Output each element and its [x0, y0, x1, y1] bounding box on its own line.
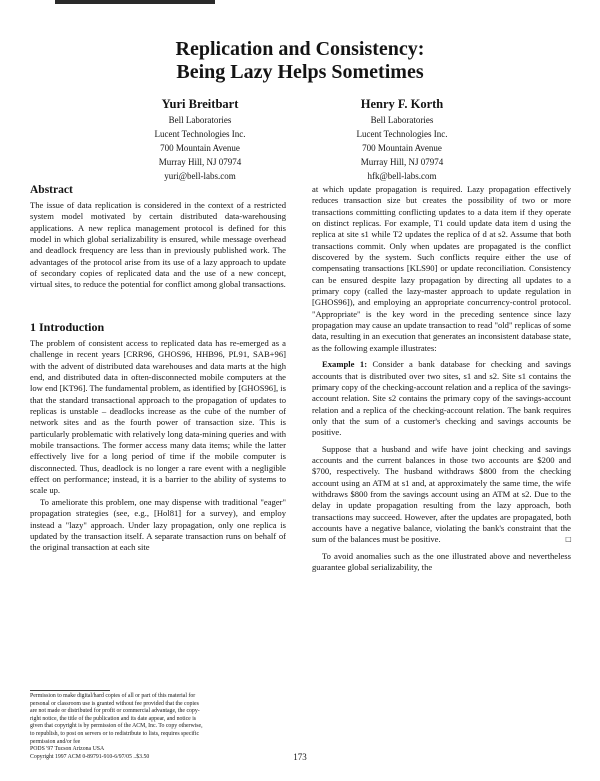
right-paragraph-2 [312, 444, 571, 546]
author-city: Murray Hill, NJ 07974 [158, 157, 242, 167]
example-paragraph [312, 359, 571, 438]
right-paragraph-3: To avoid anomalies such as the one illustrated above and nevertheless guarantee global serializability, the [312, 550, 571, 572]
author-city: Murray Hill, NJ 07974 [360, 157, 444, 167]
intro-paragraph-2: To ameliorate this problem, one may dispense with traditional "eager" propagation strategies (see, e.g., [Hol81] for a survey), and employ instead a "lazy" approach. Under lazy propagation, only one replica is updated by the transaction itself. A separate transaction runs on behalf of the original transaction at each site [30, 496, 286, 553]
page-number: 173 [293, 752, 307, 762]
author-email: hfk@bell-labs.com [367, 171, 437, 181]
footnote-line: are not made or distributed for profit or commercial advantage, the copy- [30, 708, 200, 715]
paper-title-line-2: Being Lazy Helps Sometimes [176, 61, 424, 83]
right-paragraph-2-text: Suppose that a husband and wife have joint checking and savings accounts and the current balances in those two accounts are $200 and $700, respectively. The husband withdraws $800 from the checking account using an ATM at s1 and, at approximately the same time, the wife withdraws $800 from the savings account using an ATM at s2. Due to the delay in update propagation resulting from the lazy approach, both transactions may succeed. However, after the updates are propagated, both accounts have a negative balance, violating the bank's constraint that the sum of the balances must be positive. [312, 443, 571, 545]
right-column [312, 184, 571, 573]
footnote-line: right notice, the title of the publication and its date appear, and notice is [30, 715, 197, 722]
abstract-heading: Abstract [30, 184, 73, 196]
author-company: Lucent Technologies Inc. [154, 129, 246, 139]
abstract-text: The issue of data replication is considered in the context of a restricted system model motivated by certain distributed data-warehousing applications. A new replica management protocol is defined for this model in which global serializability is ensured, while message overhead and deadlock frequency are less than in previously published work. The advantages of the protocol arise from its use of a lazy approach to update of secondary copies of replicated data and the use of a new concept, virtual sites, to reduce the potential for conflict among global transactions. [30, 200, 286, 290]
author-street: 700 Mountain Avenue [160, 143, 240, 153]
footnote-line: PODS '97 Tucson Arizona USA [30, 746, 105, 753]
author-email: yuri@bell-labs.com [164, 171, 236, 181]
scan-artifact-bar [55, 0, 215, 4]
author-street: 700 Mountain Avenue [362, 143, 442, 153]
qed-symbol: □ [565, 534, 571, 545]
footnote-rule [30, 690, 110, 691]
abstract-text-block [30, 200, 286, 291]
footnote-line: to republish, to post on servers or to redistribute to lists, requires specific [30, 730, 200, 737]
right-paragraph-1: at which update propagation is required. Lazy propagation effectively reduces transaction size but creates the possibility of two or more transactions committing conflicting updates to a data item if they operate on distinct replicas. For example, T1 could update data item d using the replica at site s1 while T2 updates the replica of d at s2. Assume that both transactions commit. Only when updates are propagated is the conflict discovered by the system. Such conflicts require either the use of compensating transactions [KLS90] or update reconciliation. Consistency can be ensured despite lazy propagation by directing all updates to a primary copy (called the lazy-master approach to update regulation in [GHOS96]), and employing an appropriate concurrency-control protocol. "Appropriate" is the key word in the preceding sentence since lazy propagation may cause an update transaction to read "old" replicas of some data, resulting in an execution that generates an inconsistent database state, as the following example illustrates: [312, 184, 571, 353]
author-block-2 [302, 96, 502, 183]
footnote-line: given that copyright is by permission of the ACM, Inc. To copy otherwise, [30, 723, 203, 730]
intro-column [30, 338, 286, 554]
author-block-1 [100, 96, 300, 183]
footnote-line: permission and/or fee [30, 738, 81, 745]
footnote-line: Copyright 1997 ACM 0-89791-910-6/97/05 ..$3.50 [30, 753, 150, 760]
footnote-line: personal or classroom use is granted without fee provided that the copies [30, 700, 199, 707]
author-name: Henry F. Korth [360, 97, 444, 111]
author-affiliation: Bell Laboratories [168, 115, 232, 125]
intro-heading: 1 Introduction [30, 320, 105, 334]
example-label: Example 1: [322, 359, 368, 370]
author-affiliation: Bell Laboratories [370, 115, 434, 125]
author-company: Lucent Technologies Inc. [356, 129, 448, 139]
example-text: Consider a bank database for checking and savings accounts that is distributed over two sites, s1 and s2. Site s1 contains the primary copy of the checking-account relation and a replica of the savings-account relation. Site s2 contains the primary copy of the savings-account relation and a replica of the checking-account relation. The bank requires only that the sum of a customer's checking and savings accounts be positive. [312, 359, 571, 438]
author-name: Yuri Breitbart [161, 97, 239, 111]
footnote-line: Permission to make digital/hard copies of all or part of this material for [30, 693, 196, 699]
intro-paragraph-1: The problem of consistent access to replicated data has re-emerged as a challenge in recent years [CRR96, GHOS96, HHB96, PL91, SAB+96] with the advent of distributed data warehouses and data marts at the high end, and distributed data in often-disconnected mobile computers at the low end [KT96]. The fundamental problem, as identified by [GHOS96], is that the standard transactional approach to the propagation of updates to replicas is unstable – deadlocks increase as the cube of the number of network sites and as the fourth power of transaction size. This is particularly problematic with relatively long data-mining queries and with mobile transactions. The former access many data items; while the latter effectively live for a long period of time if the mobile computer is disconnected. Thus, deadlock is no longer a rare event with a negligible effect on performance; instead, it is a barrier to the ability of systems to scale up. [30, 338, 286, 496]
paper-title-line-1: Replication and Consistency: [175, 38, 425, 60]
